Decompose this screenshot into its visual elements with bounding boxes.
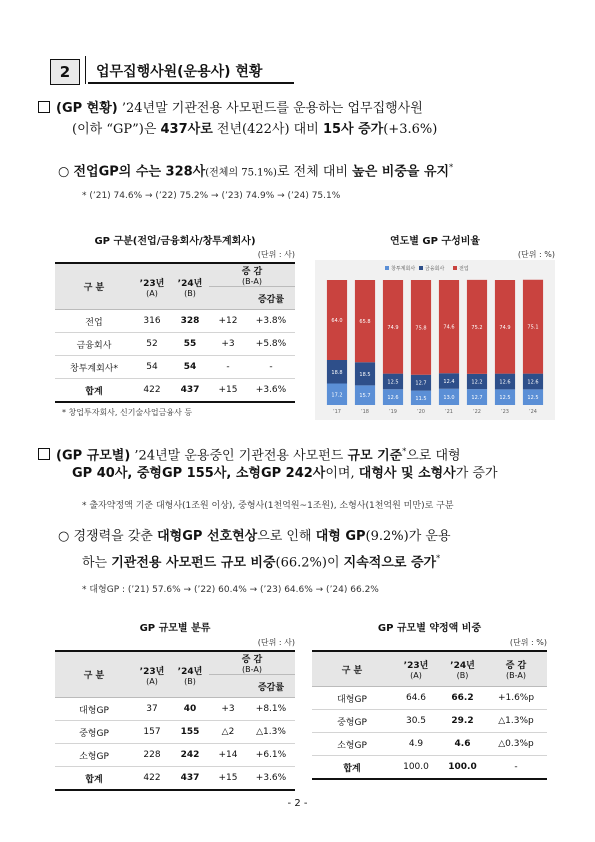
bar-data-label: 12.5: [527, 395, 539, 402]
x-tick-label: ’24: [529, 409, 537, 415]
table1-unit: (단위 : 사): [257, 250, 295, 259]
bullet1-star: *: [449, 163, 454, 172]
bullet1-bold: 높은 비중을 유지: [352, 164, 450, 180]
legend-swatch: [419, 266, 423, 270]
x-tick-label: ’21: [445, 409, 453, 415]
table-row: 전업 316 328 +12 +3.8%: [55, 310, 295, 333]
header-diff: 증 감 (B-A): [209, 263, 295, 287]
bullet2-text: (66.2%)이: [275, 555, 344, 571]
chart-unit: (단위 : %): [517, 250, 555, 259]
bullet1-bold: 전업GP의 수는 328사: [73, 164, 206, 180]
header-2023: ’23년 (A): [392, 651, 440, 687]
bar-data-label: 75.1: [527, 324, 539, 331]
x-tick-label: ’18: [361, 409, 369, 415]
table3-unit: (단위 : %): [509, 638, 547, 647]
table-total-row: 합계 100.0 100.0 -: [312, 756, 547, 780]
table2-unit: (단위 : 사): [257, 638, 295, 647]
gp-size-table: [55, 650, 295, 791]
chart-title: 연도별 GP 구성비율: [389, 236, 481, 247]
section-number: 2: [50, 59, 80, 85]
para2-text: 으로 대형: [406, 448, 461, 464]
legend-swatch: [385, 266, 389, 270]
header-gubun: 구 분: [55, 263, 133, 310]
bullet-marker: ○: [58, 529, 70, 544]
bar-data-label: 65.8: [359, 319, 371, 326]
bullet1-text: (전체의 75.1%): [205, 167, 277, 179]
page-number: - 2 -: [287, 798, 308, 809]
paragraph-gp-status: [38, 100, 423, 118]
bar-data-label: 12.7: [415, 380, 427, 387]
legend-swatch: [453, 266, 457, 270]
legend-label: 전업: [459, 266, 469, 272]
section-underline: [88, 82, 294, 84]
paragraph-gp-status-line2: [72, 121, 437, 139]
table-row: 소형GP 4.9 4.6 △0.3%p: [312, 733, 547, 756]
header-2024: ’24년 (B): [171, 651, 209, 698]
header-diff: 증 감 (B-A): [485, 651, 547, 687]
table-row: 대형GP 64.6 66.2 +1.6%p: [312, 687, 547, 710]
bar-data-label: 17.2: [331, 392, 343, 399]
header-gubun: 구 분: [55, 651, 133, 698]
legend-label: 금융회사: [425, 266, 445, 272]
header-rate: 증감률: [247, 675, 295, 698]
bullet2-bold: 대형 GP: [315, 529, 366, 544]
bullet-large-gp-line2: [82, 550, 440, 572]
table-total-row: 합계 422 437 +15 +3.6%: [55, 767, 295, 791]
bar-data-label: 15.7: [359, 393, 371, 400]
bullet2-text: 하는: [82, 555, 112, 571]
legend-label: 창투계회사: [391, 266, 416, 272]
bar-data-label: 18.8: [331, 369, 343, 376]
para2-text: ’24년말 운용중인 기관전용 사모펀드: [134, 448, 348, 464]
para1-line1: ’24년말 기관전용 사모펀드를 운용하는 업무집행사원: [121, 101, 423, 116]
bar-data-label: 12.6: [499, 379, 511, 386]
table-total-row: 합계 422 437 +15 +3.6%: [55, 379, 295, 403]
header-2023: ’23년 (A): [133, 651, 171, 698]
para2-label: (GP 규모별): [56, 448, 131, 464]
para2-text: 가 증가: [455, 466, 498, 481]
bullet-fulltime-gp: [58, 159, 453, 182]
x-tick-label: ’23: [501, 409, 509, 415]
x-tick-label: ’17: [333, 409, 341, 415]
checkbox-square-icon: [38, 101, 50, 113]
bar-data-label: 75.8: [415, 325, 427, 332]
header-2024: ’24년 (B): [440, 651, 485, 687]
bar-data-label: 12.6: [527, 379, 539, 386]
bullet2-star: *: [436, 554, 441, 563]
bar-data-label: 11.5: [415, 395, 427, 402]
bar-data-label: 13.0: [443, 394, 455, 401]
header-diff: 증 감 (B-A): [209, 651, 295, 675]
bullet2-text: (9.2%)가 운용: [365, 529, 451, 544]
bar-data-label: 64.0: [331, 318, 343, 324]
bullet1-text: 로 전체 대비: [276, 164, 353, 180]
bullet-large-gp: [58, 528, 451, 546]
bar-data-label: 12.2: [471, 379, 483, 386]
header-2024: ’24년 (B): [171, 263, 209, 310]
x-tick-label: ’22: [473, 409, 481, 415]
bar-data-label: 18.5: [359, 371, 371, 378]
x-tick-label: ’20: [417, 409, 425, 415]
table-row: 창투계회사* 54 54 - -: [55, 356, 295, 379]
gp-type-table: [55, 262, 295, 403]
para2-bold: 규모 기준: [347, 448, 403, 464]
table-row: 대형GP 37 40 +3 +8.1%: [55, 698, 295, 721]
bar-data-label: 12.7: [471, 395, 483, 402]
header-rate: 증감률: [247, 287, 295, 310]
chart-background: [315, 260, 555, 420]
header-2023: ’23년 (A): [133, 263, 171, 310]
bar-data-label: 12.6: [387, 395, 399, 402]
gp-ratio-chart: [315, 260, 555, 420]
para1-text: 전년(422사) 대비: [212, 122, 323, 137]
bullet2-bold: 대형GP 선호현상: [157, 529, 258, 544]
note-fulltime-ratio: * (’21) 74.6% → (’22) 75.2% → (’23) 74.9% → (’24) 75.1%: [82, 191, 341, 201]
bar-data-label: 12.5: [387, 379, 399, 386]
para2-star: *: [402, 447, 407, 456]
table-row: 중형GP 30.5 29.2 △1.3%p: [312, 710, 547, 733]
header-gubun: 구 분: [312, 651, 392, 687]
table1-footnote: * 창업투자회사, 신기술사업금융사 등: [62, 408, 193, 417]
table3-title: GP 규모별 약정액 비중: [377, 623, 482, 634]
bar-data-label: 74.9: [387, 324, 399, 331]
checkbox-square-icon: [38, 448, 50, 460]
table-row: 금융회사 52 55 +3 +5.8%: [55, 333, 295, 356]
bullet-marker: ○: [58, 164, 70, 180]
gp-size-commitment-table: [312, 650, 547, 780]
paragraph-gp-size: [38, 443, 461, 465]
table-row: 중형GP 157 155 △2 △1.3%: [55, 721, 295, 744]
section-title: 업무집행사원(운용사) 현황: [96, 64, 263, 80]
bar-data-label: 75.2: [471, 324, 483, 331]
para1-bold: 437사로: [160, 122, 213, 137]
para2-text: 이며,: [325, 466, 359, 481]
note-size-criteria: * 출자약정액 기준 대형사(1조원 이상), 중형사(1천억원~1조원), 소형사(1천억원 미만)로 구분: [82, 501, 454, 511]
x-tick-label: ’19: [389, 409, 397, 415]
para1-text: (이하 “GP”)은: [72, 122, 161, 137]
bullet2-text: 으로 인해: [257, 529, 316, 544]
para1-text: (+3.6%): [383, 122, 438, 137]
para2-bold: GP 40사, 중형GP 155사, 소형GP 242사: [72, 466, 326, 481]
para1-label: (GP 현황): [56, 101, 118, 116]
para1-bold: 15사 증가: [322, 122, 384, 137]
bullet2-bold: 기관전용 사모펀드 규모 비중: [111, 555, 276, 571]
paragraph-gp-size-line2: [72, 465, 498, 483]
bar-data-label: 74.9: [499, 324, 511, 331]
table2-title: GP 규모별 분류: [139, 623, 211, 634]
bar-data-label: 12.4: [443, 379, 455, 385]
bar-data-label: 74.6: [443, 324, 455, 331]
note-large-gp-share: * 대형GP : (’21) 57.6% → (’22) 60.4% → (’23) 64.6% → (’24) 66.2%: [82, 585, 379, 595]
bullet2-bold: 지속적으로 증가: [343, 555, 437, 571]
para2-bold: 대형사 및 소형사: [358, 466, 456, 481]
table-row: 소형GP 228 242 +14 +6.1%: [55, 744, 295, 767]
table1-title: GP 구분(전업/금융회사/창투계회사): [94, 236, 256, 247]
bullet2-text: 경쟁력을 갖춘: [73, 529, 158, 544]
section-divider: [85, 56, 86, 84]
bar-data-label: 12.5: [499, 395, 511, 402]
